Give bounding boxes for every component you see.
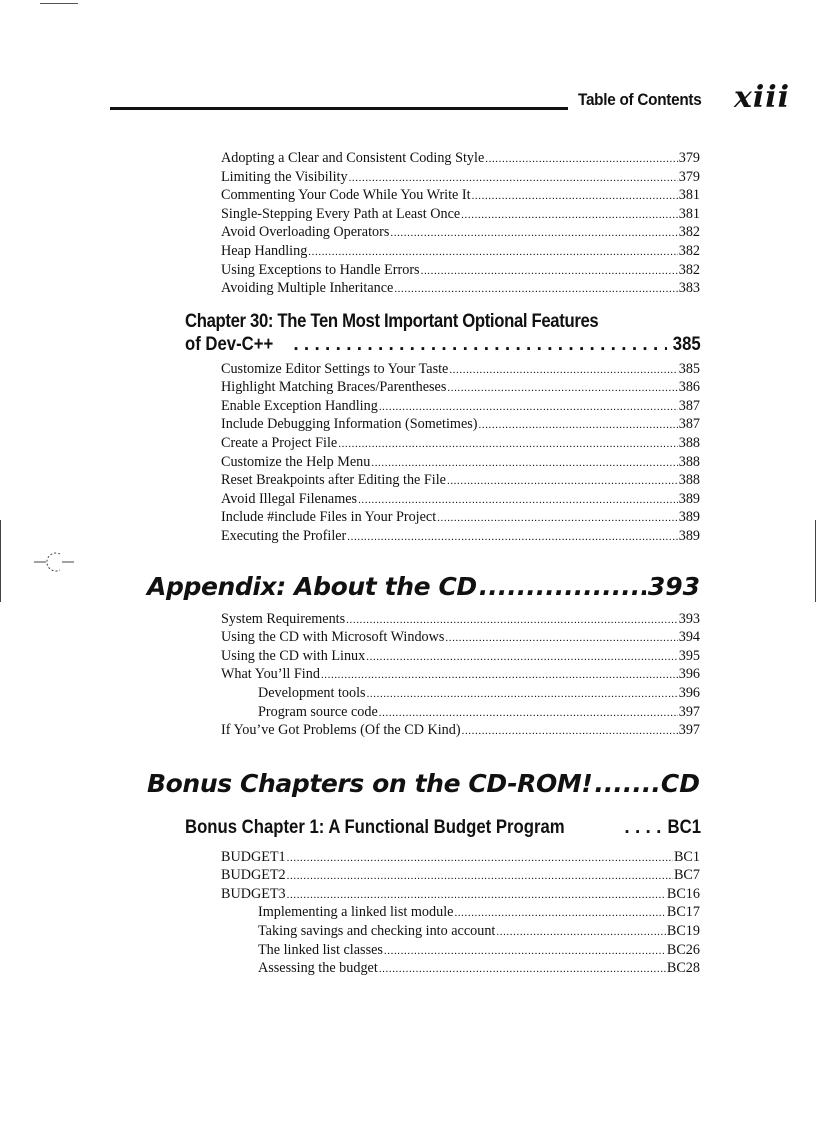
toc-entry-page: 394	[678, 629, 700, 646]
toc-entry[interactable]	[221, 279, 700, 298]
bonus-chapter-heading[interactable]	[185, 817, 701, 839]
toc-subentry[interactable]	[258, 959, 700, 978]
toc-entry[interactable]	[221, 665, 700, 684]
leader-dots	[346, 611, 678, 630]
toc-entry[interactable]	[221, 397, 700, 416]
toc-entry-page: 389	[678, 527, 700, 544]
chapter-heading-line1[interactable]: Chapter 30: The Ten Most Important Optional Features	[185, 311, 599, 332]
toc-entry-title: Implementing a linked list module	[258, 904, 454, 921]
toc-entry-title: Create a Project File	[221, 434, 338, 451]
toc-entry-page: 385	[678, 360, 700, 377]
toc-entry-page: BC16	[666, 885, 700, 902]
bonus-title: Bonus Chapters on the CD-ROM!	[147, 769, 593, 798]
leader-dots	[447, 379, 677, 398]
toc-entry-page: 386	[678, 379, 700, 396]
leader-dots	[479, 416, 678, 435]
toc-entry-page: 389	[678, 490, 700, 507]
toc-entry[interactable]	[221, 866, 700, 885]
chapter-heading-line2-text: of Dev-C++	[185, 334, 274, 355]
toc-entry[interactable]	[221, 628, 700, 647]
toc-entry-page: BC28	[666, 960, 700, 977]
toc-entry-title: Adopting a Clear and Consistent Coding Style	[221, 150, 485, 166]
toc-entry-page: BC19	[666, 922, 700, 939]
toc-entry-page: 393	[678, 610, 700, 627]
leader-dots	[366, 648, 677, 667]
toc-entry-page: 381	[678, 205, 700, 222]
toc-entry[interactable]	[221, 610, 700, 629]
toc-entry[interactable]	[221, 168, 700, 187]
toc-entry-title: The linked list classes	[258, 941, 383, 958]
toc-entry-title: Include #include Files in Your Project	[221, 509, 437, 526]
toc-entry-page: 382	[678, 261, 700, 278]
toc-entry[interactable]	[221, 360, 700, 379]
toc-entry-title: Reset Breakpoints after Editing the File	[221, 472, 446, 489]
toc-entry-title: Limiting the Visibility	[221, 168, 348, 185]
toc-entry[interactable]	[221, 186, 700, 205]
toc-entry-title: Development tools	[258, 684, 366, 701]
toc-subentry[interactable]	[258, 684, 700, 703]
part-leader-dots	[479, 572, 646, 601]
toc-entry[interactable]	[221, 149, 700, 168]
toc-entry-page: 395	[678, 647, 700, 664]
toc-entry-page: 397	[678, 703, 700, 720]
leader-dots	[421, 262, 678, 281]
toc-entry[interactable]	[221, 721, 700, 740]
toc-entry[interactable]	[221, 647, 700, 666]
toc-subentry[interactable]	[258, 922, 700, 941]
leader-dots	[447, 472, 678, 491]
toc-entry-title: Assessing the budget	[258, 960, 378, 977]
leader-dots	[308, 243, 677, 262]
bonus-chapter-title: Bonus Chapter 1: A Functional Budget Program	[185, 817, 565, 838]
leader-dots	[454, 904, 665, 923]
toc-entry[interactable]	[221, 471, 700, 490]
leader-dots	[437, 509, 678, 528]
toc-entry[interactable]	[221, 508, 700, 527]
toc-entry-title: Enable Exception Handling	[221, 397, 378, 414]
toc-entry-title: BUDGET3	[221, 885, 286, 902]
toc-entry-title: Avoid Illegal Filenames	[221, 490, 358, 507]
appendix-title: Appendix: About the CD	[147, 572, 477, 601]
toc-entry-page: BC7	[673, 867, 700, 884]
toc-entry-title: Heap Handling	[221, 243, 308, 259]
toc-entry-title: System Requirements	[221, 610, 346, 627]
bonus-chapter-page: BC1	[667, 817, 701, 838]
leader-dots	[379, 398, 678, 417]
toc-subentry[interactable]	[258, 703, 700, 722]
chapter-leader-dots	[293, 334, 667, 356]
toc-entry-page: 382	[678, 243, 700, 259]
leader-dots	[379, 704, 678, 723]
toc-entry-title: Customize Editor Settings to Your Taste	[221, 360, 449, 377]
toc-entry-page: 382	[678, 224, 700, 241]
part-leader-dots	[594, 769, 659, 798]
toc-entry-title: Avoid Overloading Operators	[221, 224, 390, 241]
toc-entry-page: 388	[678, 434, 700, 451]
leader-dots	[462, 722, 678, 741]
leader-dots	[287, 886, 666, 905]
toc-entry-title: Using the CD with Linux	[221, 647, 366, 664]
toc-entry[interactable]	[221, 205, 700, 224]
bonus-page: CD	[660, 769, 700, 798]
toc-entry-title: Program source code	[258, 703, 378, 720]
bonus-heading[interactable]	[147, 769, 700, 798]
registration-mark-icon	[34, 548, 74, 572]
toc-entry-page: 396	[678, 684, 700, 701]
toc-entry[interactable]	[221, 223, 700, 242]
toc-subentry[interactable]	[258, 903, 700, 922]
leader-dots	[485, 150, 677, 169]
toc-entry-page: 387	[678, 416, 700, 433]
toc-entry-title: Single-Stepping Every Path at Least Once	[221, 205, 461, 222]
page-number: xiii	[734, 80, 791, 115]
toc-entry-page: 379	[678, 168, 700, 185]
leader-dots	[358, 491, 678, 510]
chapter-leader-dots	[624, 817, 661, 839]
toc-entry-page: BC17	[666, 904, 700, 921]
toc-entry-page: 397	[678, 722, 700, 739]
leader-dots	[449, 361, 677, 380]
toc-entry[interactable]	[221, 378, 700, 397]
toc-entry-page: 387	[678, 397, 700, 414]
toc-entry-title: Commenting Your Code While You Write It	[221, 187, 471, 204]
toc-entry-page: 379	[678, 150, 700, 166]
toc-subentry[interactable]	[258, 941, 700, 960]
toc-entry-page: 388	[678, 453, 700, 470]
leader-dots	[338, 435, 678, 454]
toc-entry-page: 383	[678, 280, 700, 297]
toc-entry[interactable]	[221, 242, 700, 261]
leader-dots	[371, 454, 677, 473]
toc-entry-title: Include Debugging Information (Sometimes)	[221, 416, 478, 433]
leader-dots	[445, 629, 677, 648]
chapter-heading-line2[interactable]	[185, 334, 701, 356]
toc-entry[interactable]	[221, 415, 700, 434]
toc-entry[interactable]	[221, 885, 700, 904]
toc-entry[interactable]	[221, 527, 700, 546]
toc-entry-page: 381	[678, 187, 700, 204]
toc-entry-page: 388	[678, 472, 700, 489]
leader-dots	[390, 224, 677, 243]
crop-mark-left	[0, 520, 1, 602]
leader-dots	[384, 942, 666, 961]
leader-dots	[367, 685, 678, 704]
toc-entry-title: Taking savings and checking into account	[258, 922, 496, 939]
toc-entry-title: Executing the Profiler	[221, 527, 347, 544]
toc-entry[interactable]	[221, 434, 700, 453]
toc-entry-page: BC26	[666, 941, 700, 958]
toc-entry[interactable]	[221, 490, 700, 509]
toc-entry-title: Using Exceptions to Handle Errors	[221, 261, 420, 278]
toc-entry-page: 396	[678, 666, 700, 683]
leader-dots	[379, 960, 666, 979]
toc-entry-title: Avoiding Multiple Inheritance	[221, 280, 394, 297]
leader-dots	[347, 528, 677, 547]
toc-entry-title: BUDGET2	[221, 867, 286, 884]
appendix-page: 393	[647, 572, 700, 601]
toc-entry-title: BUDGET1	[221, 848, 286, 865]
toc-entry-title: What You’ll Find	[221, 666, 320, 683]
leader-dots	[461, 206, 678, 225]
appendix-heading[interactable]	[147, 572, 700, 601]
toc-entry-title: Using the CD with Microsoft Windows	[221, 629, 445, 646]
toc-entry[interactable]	[221, 261, 700, 280]
chapter-page: 385	[673, 334, 701, 355]
toc-entry[interactable]	[221, 848, 700, 867]
leader-dots	[287, 867, 673, 886]
leader-dots	[496, 923, 666, 942]
toc-entry-title: Highlight Matching Braces/Parentheses	[221, 379, 447, 396]
toc-entry-page: BC1	[673, 848, 700, 865]
toc-entry-title: If You’ve Got Problems (Of the CD Kind)	[221, 722, 461, 739]
leader-dots	[394, 280, 677, 299]
leader-dots	[349, 169, 678, 188]
toc-entry-page: 389	[678, 509, 700, 526]
leader-dots	[287, 849, 673, 868]
leader-dots	[472, 187, 678, 206]
toc-entry-title: Customize the Help Menu	[221, 453, 371, 470]
leader-dots	[321, 666, 678, 685]
toc-entry[interactable]	[221, 453, 700, 472]
running-title: Table of Contents	[578, 90, 702, 109]
